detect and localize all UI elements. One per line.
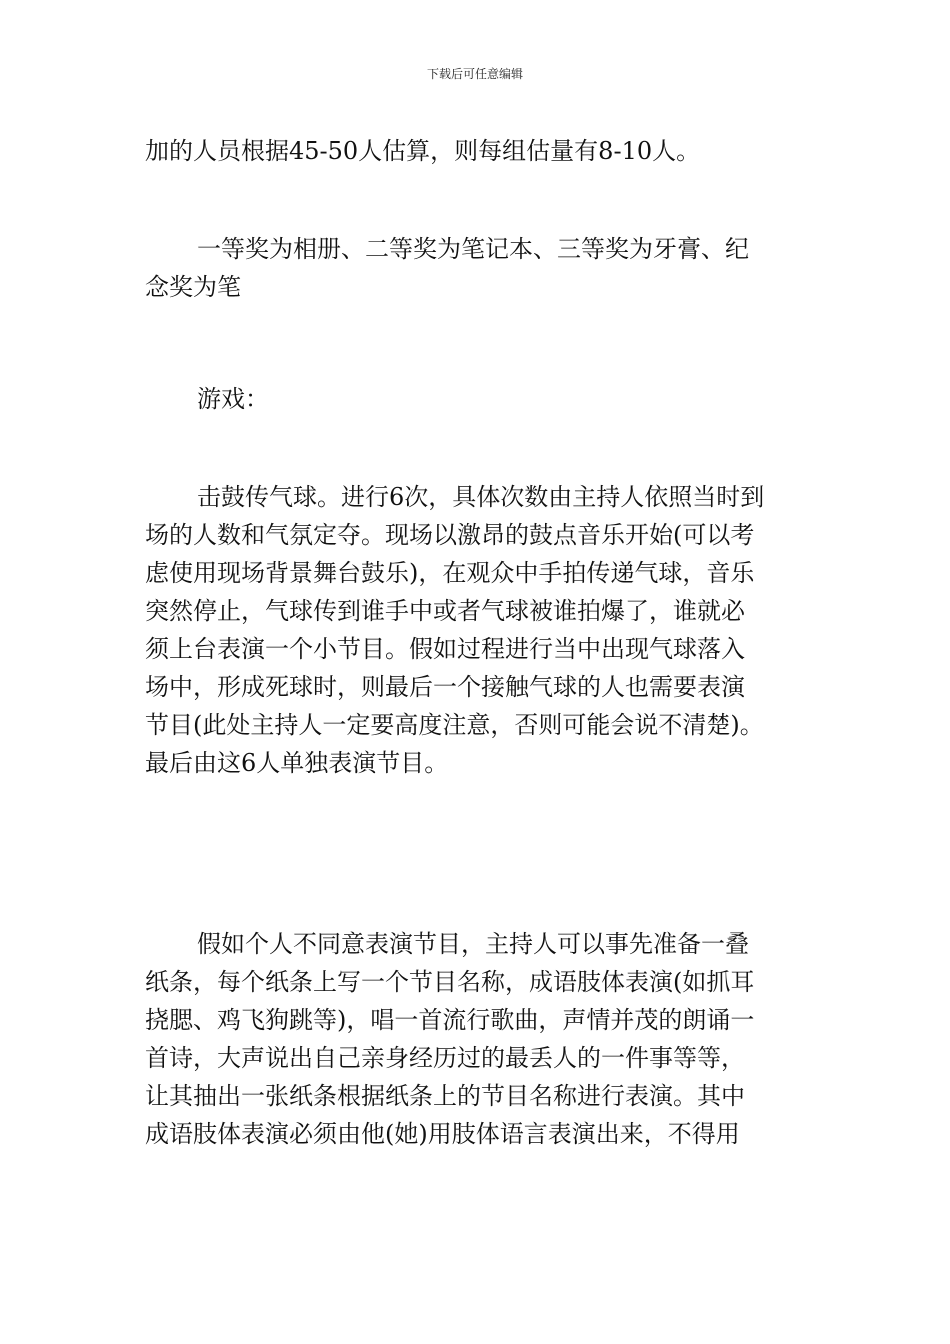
paragraph-group-size <box>145 132 815 170</box>
text-line: 一等奖为相册、二等奖为笔记本、三等奖为牙膏、纪 <box>197 235 749 263</box>
paragraph-balloon-game <box>145 478 815 782</box>
text-line: 须上台表演一个小节目。假如过程进行当中出现气球落入 <box>145 635 745 663</box>
text-line: 击鼓传气球。进行6次，具体次数由主持人依照当时到 <box>197 483 765 511</box>
paragraph-games-heading <box>145 380 815 418</box>
text-line: 节目(此处主持人一定要高度注意，否则可能会说不清楚)。 <box>145 711 764 739</box>
text-line: 念奖为笔 <box>145 273 241 301</box>
paragraph-prizes <box>145 230 815 306</box>
text-line: 突然停止，气球传到谁手中或者气球被谁拍爆了，谁就必 <box>145 597 745 625</box>
text-line: 成语肢体表演必须由他(她)用肢体语言表演出来，不得用 <box>145 1120 740 1148</box>
text-line: 让其抽出一张纸条根据纸条上的节目名称进行表演。其中 <box>145 1082 745 1110</box>
section-heading: 游戏： <box>197 385 269 413</box>
text-line: 首诗，大声说出自己亲身经历过的最丢人的一件事等等， <box>145 1044 745 1072</box>
text-line: 场中，形成死球时，则最后一个接触气球的人也需要表演 <box>145 673 745 701</box>
text-line: 虑使用现场背景舞台鼓乐)，在观众中手拍传递气球，音乐 <box>145 559 755 587</box>
text-line: 最后由这6人单独表演节目。 <box>145 749 449 777</box>
text-line: 纸条，每个纸条上写一个节目名称，成语肢体表演(如抓耳 <box>145 968 755 996</box>
page-header: 下载后可任意编辑 <box>426 67 523 81</box>
text-line: 挠腮、鸡飞狗跳等)，唱一首流行歌曲，声情并茂的朗诵一 <box>145 1006 755 1034</box>
text-line: 假如个人不同意表演节目，主持人可以事先准备一叠 <box>197 930 749 958</box>
text-line: 加的人员根据45-50人估算，则每组估量有8-10人。 <box>145 137 701 165</box>
text-line: 场的人数和气氛定夺。现场以激昂的鼓点音乐开始(可以考 <box>145 521 755 549</box>
paragraph-alternative-program <box>145 925 815 1153</box>
